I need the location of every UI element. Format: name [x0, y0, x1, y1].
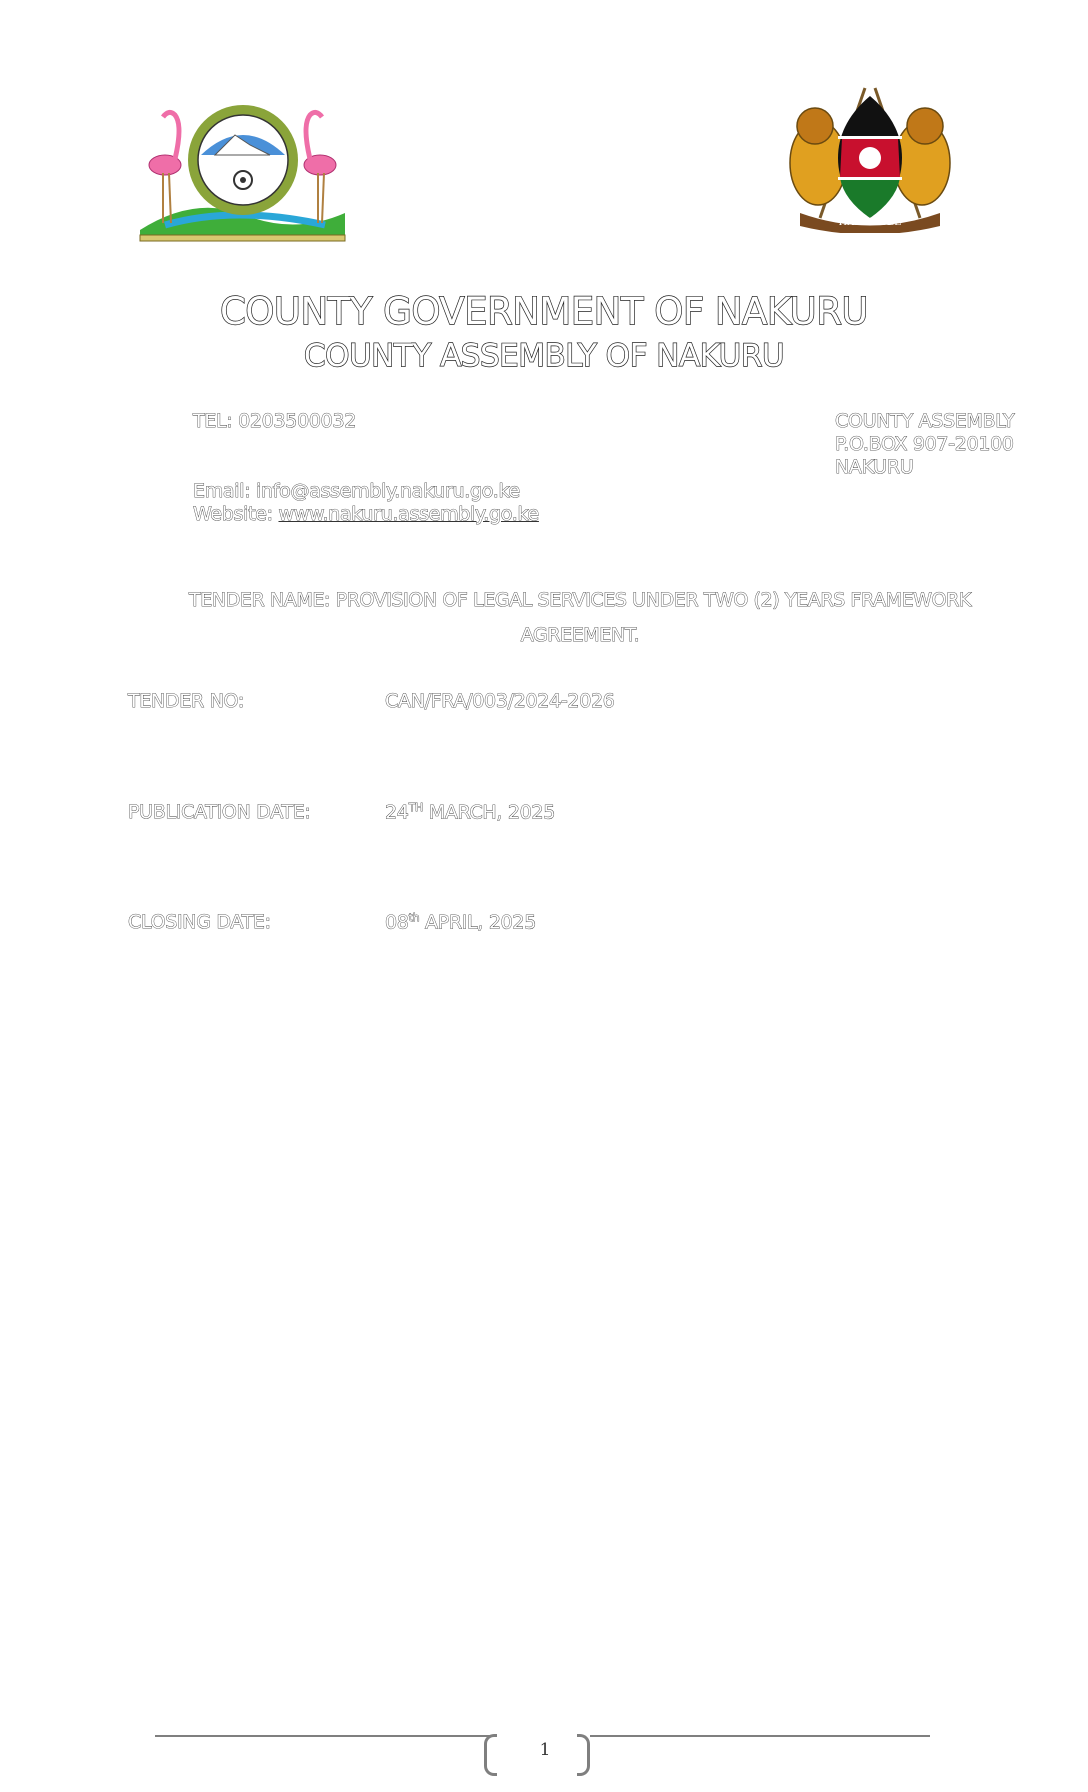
website — [193, 503, 539, 526]
closing-date-label: CLOSING DATE: — [128, 911, 271, 933]
tender-name-line: AGREEMENT. — [520, 624, 640, 646]
page-title: COUNTY GOVERNMENT OF NAKURU — [219, 290, 869, 333]
coat-motto: HARAMBEE — [838, 217, 902, 228]
telephone: TEL: 0203500032 — [193, 410, 357, 432]
page-subtitle: COUNTY ASSEMBLY OF NAKURU — [303, 338, 785, 374]
footer-bracket-left — [484, 1734, 497, 1776]
email-address: Email: info@assembly.nakuru.go.ke — [193, 480, 520, 502]
website-link[interactable]: www.nakuru.assembly.go.ke — [278, 503, 539, 525]
address-line: COUNTY ASSEMBLY — [835, 410, 1015, 432]
kenya-coat-of-arms — [780, 78, 960, 233]
publication-date-value: 24TH MARCH, 2025 — [385, 801, 556, 824]
tender-name-line: TENDER NAME: PROVISION OF LEGAL SERVICES UNDER TWO (2) YEARS FRAMEWORK — [189, 589, 971, 611]
postal-address — [835, 410, 1014, 479]
website-label: Website: — [193, 503, 279, 525]
tender-number-value: CAN/FRA/003/2024-2026 — [385, 690, 615, 712]
footer-rule-left — [155, 1735, 490, 1737]
tender-name — [150, 583, 1010, 653]
address-line: NAKURU — [835, 456, 914, 478]
page-number: 1 — [539, 1740, 551, 1760]
nakuru-county-logo — [135, 95, 350, 245]
publication-date-label: PUBLICATION DATE: — [128, 801, 311, 823]
address-line: P.O.BOX 907-20100 — [835, 433, 1014, 455]
footer-bracket-right — [577, 1734, 590, 1776]
closing-date-value: 08th APRIL, 2025 — [385, 911, 536, 934]
tender-number-label: TENDER NO: — [128, 690, 244, 712]
footer-rule-right — [590, 1735, 930, 1737]
